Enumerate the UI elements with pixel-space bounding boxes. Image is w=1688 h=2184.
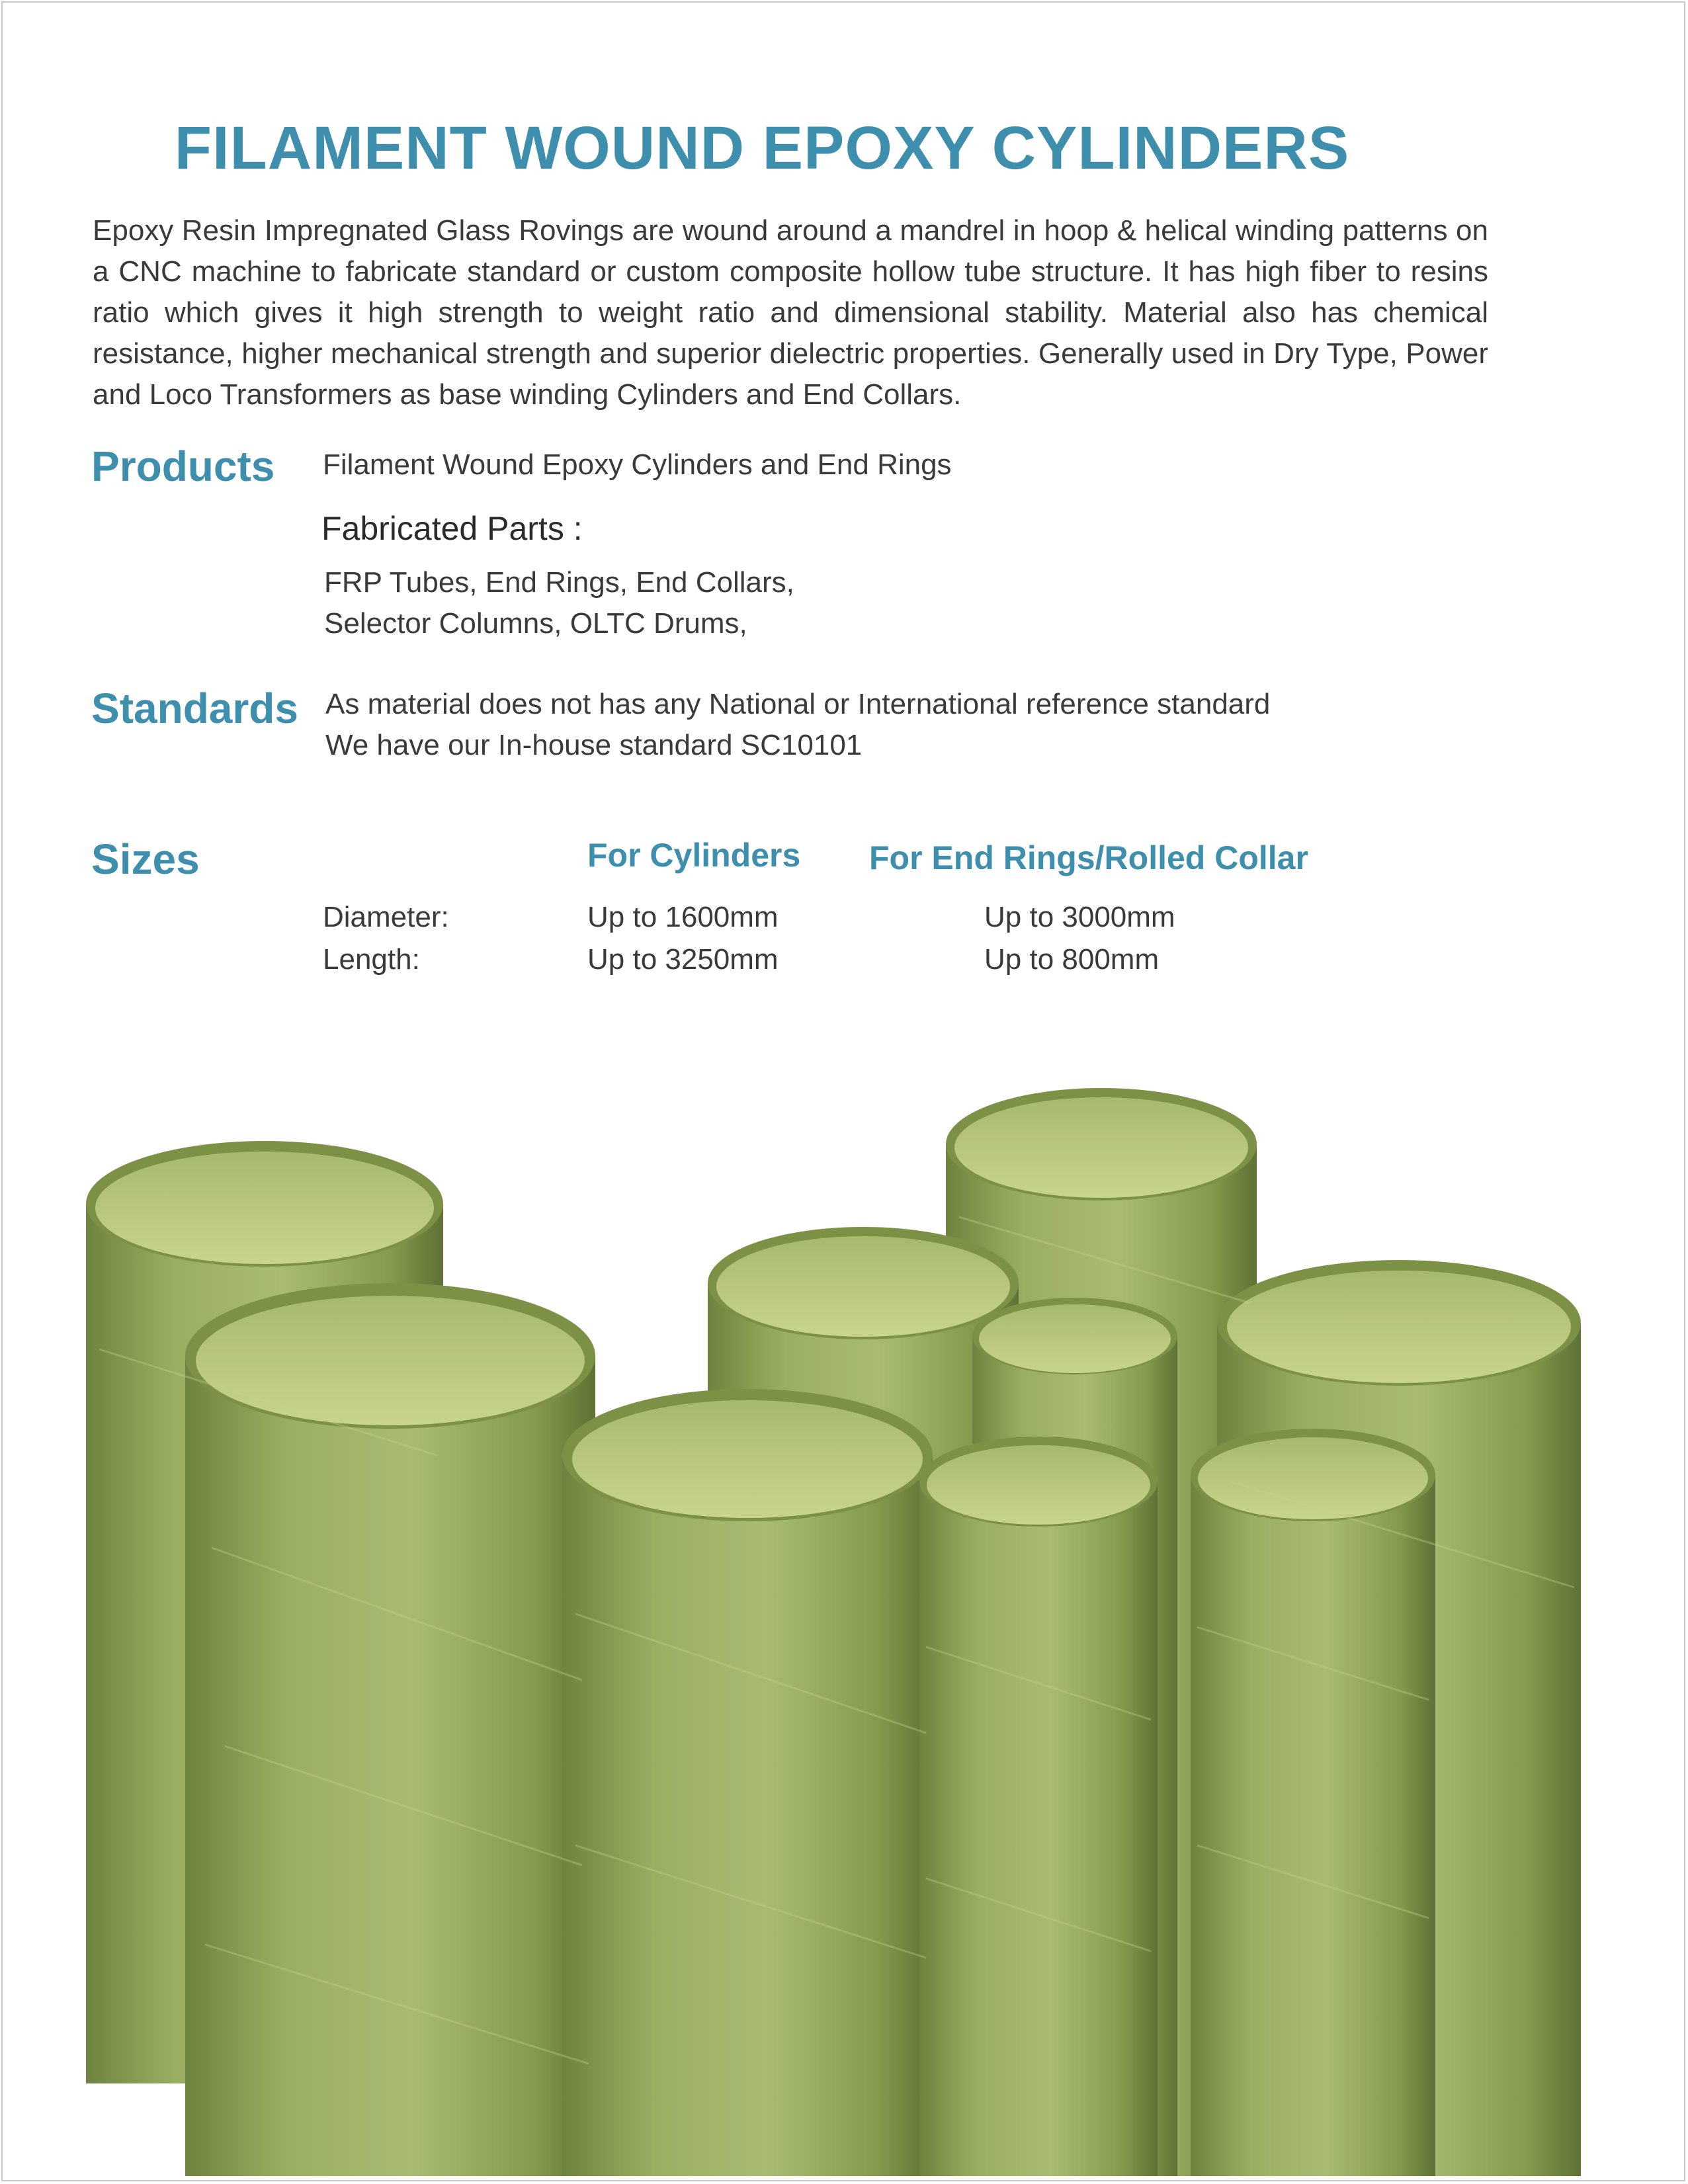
sizes-row-cylinders: Up to 1600mm <box>587 901 779 933</box>
sizes-row-end-rings: Up to 800mm <box>984 943 1160 976</box>
fabricated-line-2: Selector Columns, OLTC Drums, <box>324 607 747 640</box>
standards-heading: Standards <box>91 685 298 732</box>
sizes-col-cylinders: For Cylinders <box>587 837 801 874</box>
standards-line-1: As material does not has any National or International reference standard <box>325 688 1271 720</box>
cylinder-front-center <box>562 1389 933 2176</box>
intro-paragraph: Epoxy Resin Impregnated Glass Rovings are wound around a mandrel in hoop & helical winding patterns on a CNC machine to fabricate standard or custom composite hollow tube structure. It has high fiber to resins ratio which gives it high strength to weight ratio and dimensional stability. Material also has chemical resistance, higher mechanical strength and superior dielectric properties. Generally used in Dry Type, Power and Loco Transformers as base winding Cylinders and End Collars. <box>93 214 1488 411</box>
cylinder-front-right <box>1191 1429 1435 2176</box>
fabricated-line-1: FRP Tubes, End Rings, End Collars, <box>324 566 794 599</box>
epoxy-cylinders-photo <box>66 1085 1614 2176</box>
sizes-row-cylinders: Up to 3250mm <box>587 943 779 976</box>
cylinder-front-small <box>919 1437 1158 2176</box>
products-heading: Products <box>91 442 275 490</box>
page-title: FILAMENT WOUND EPOXY CYLINDERS <box>174 114 1350 182</box>
fabricated-parts-heading: Fabricated Parts : <box>321 510 583 547</box>
sizes-row-label: Diameter: <box>323 901 449 933</box>
sizes-row-label: Length: <box>323 943 420 976</box>
products-line: Filament Wound Epoxy Cylinders and End Rings <box>323 448 952 481</box>
standards-line-2: We have our In-house standard SC10101 <box>325 729 863 761</box>
cylinder-front-left <box>185 1283 595 2176</box>
sizes-row-end-rings: Up to 3000mm <box>984 901 1175 933</box>
sizes-heading: Sizes <box>91 835 200 883</box>
sizes-col-end-rings: For End Rings/Rolled Collar <box>869 839 1308 876</box>
